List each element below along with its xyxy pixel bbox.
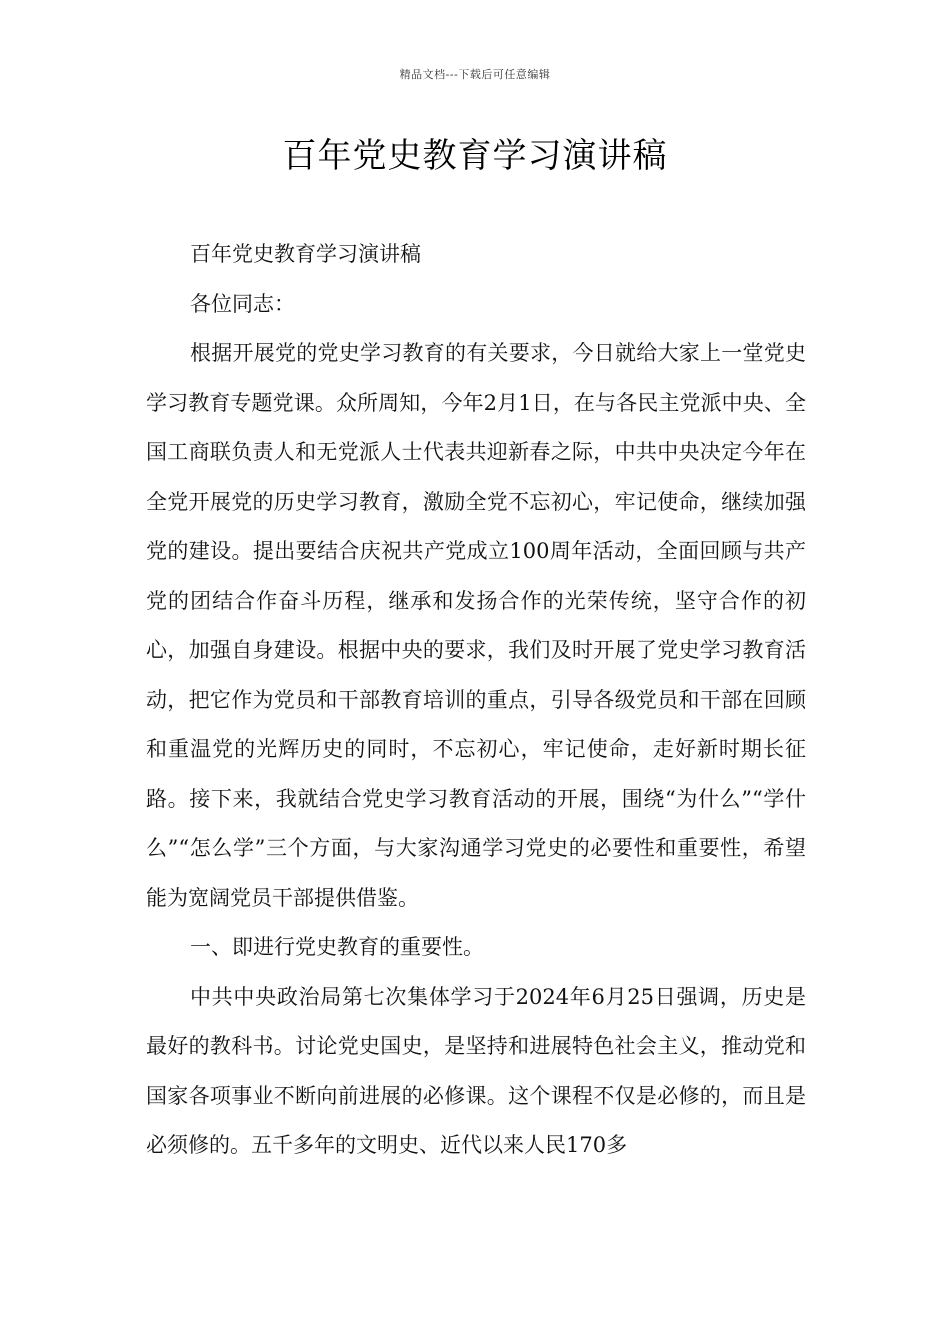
paragraph-subtitle: 百年党史教育学习演讲稿 (190, 242, 421, 266)
paragraph-section-heading: 一、即进行党史教育的重要性。 (190, 935, 484, 959)
document-title: 百年党史教育学习演讲稿 (282, 136, 668, 176)
document-body (146, 230, 806, 1171)
paragraph-intro: 根据开展党的党史学习教育的有关要求，今日就给大家上一堂党史学习教育专题党课。众所周知，今年2月1日，在与各民主党派中央、全国工商联负责人和无党派人士代表共迎新春之际，中共中央决定今年在全党开展党的历史学习教育，激励全党不忘初心，牢记使命，继续加强党的建设。提出要结合庆祝共产党成立100周年活动，全面回顾与共产党的团结合作奋斗历程，继承和发扬合作的光荣传统，坚守合作的初心，加强自身建设。根据中央的要求，我们及时开展了党史学习教育活动，把它作为党员和干部教育培训的重点，引导各级党员和干部在回顾和重温党的光辉历史的同时，不忘初心，牢记使命，走好新时期长征路。接下来，我就结合党史学习教育活动的开展，围绕“为什么”“学什么”“怎么学”三个方面，与大家沟通学习党史的必要性和重要性，希望能为宽阔党员干部提供借鉴。 (146, 341, 806, 910)
header-note: 精品文档---下载后可任意编辑 (399, 68, 551, 81)
paragraph-salutation: 各位同志： (190, 291, 295, 316)
paragraph-section-body: 中共中央政治局第七次集体学习于2024年6月25日强调，历史是最好的教科书。讨论党史国史，是坚持和进展特色社会主义，推动党和国家各项事业不断向前进展的必修课。这个课程不仅是必修的，而且是必须修的。五千多年的文明史、近代以来人民170多 (146, 984, 806, 1157)
